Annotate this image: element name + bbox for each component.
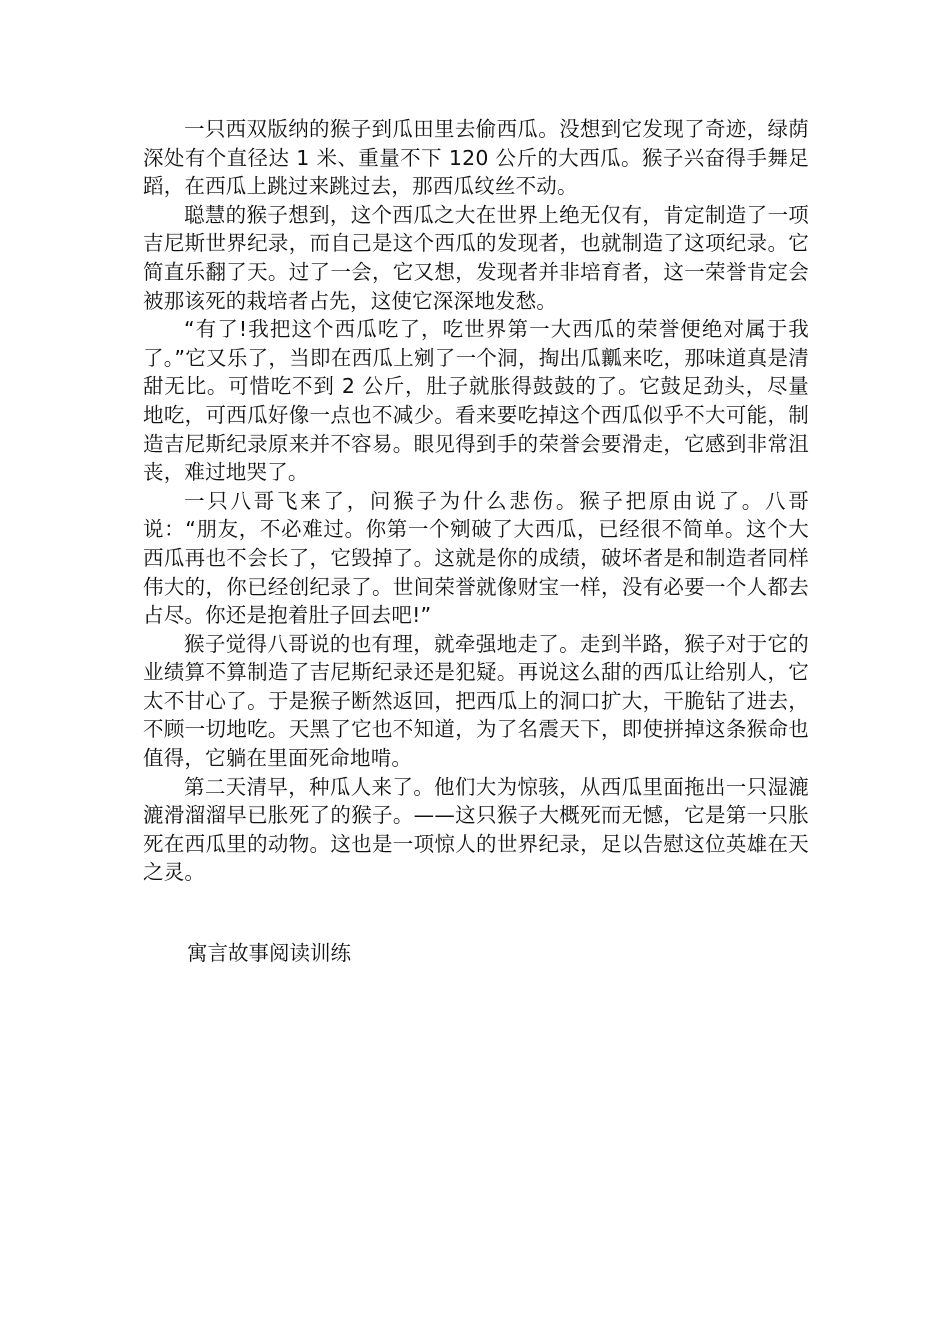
paragraph-6: 第二天清早，种瓜人来了。他们大为惊骇，从西瓜里面拖出一只湿漉漉滑溜溜早已胀死了的猴子。——这只猴子大概死而无憾，它是第一只胀死在西瓜里的动物。这也是一项惊人的世界纪录，足以告慰这位英雄在天之灵。: [143, 774, 809, 885]
section-title: 寓言故事阅读训练: [187, 941, 351, 965]
paragraph-1: 一只西双版纳的猴子到瓜田里去偷西瓜。没想到它发现了奇迹，绿荫深处有个直径达 1 米、重量不下 120 公斤的大西瓜。猴子兴奋得手舞足蹈，在西瓜上跳过来跳过去，那西瓜纹丝不动。: [143, 117, 809, 199]
paragraph-4: 一只八哥飞来了，问猴子为什么悲伤。猴子把原由说了。八哥说：“朋友，不必难过。你第一个剜破了大西瓜，已经很不简单。这个大西瓜再也不会长了，它毁掉了。这就是你的成绩，破坏者是和制造者同样伟大的，你已经创纪录了。世间荣誉就像财宝一样，没有必要一个人都去占尽。你还是抱着肚子回去吧!”: [143, 488, 809, 628]
story-body: [143, 115, 809, 887]
paragraph-2: 聪慧的猴子想到，这个西瓜之大在世界上绝无仅有，肯定制造了一项吉尼斯世界纪录，而自己是这个西瓜的发现者，也就制造了这项纪录。它简直乐翻了天。过了一会，它又想，发现者并非培育者，这一荣誉肯定会被那该死的栽培者占先，这使它深深地发愁。: [143, 202, 809, 313]
paragraph-5: 猴子觉得八哥说的也有理，就牵强地走了。走到半路，猴子对于它的业绩算不算制造了吉尼斯纪录还是犯疑。再说这么甜的西瓜让给别人，它太不甘心了。于是猴子断然返回，把西瓜上的洞口扩大，干脆钻了进去，不顾一切地吃。天黑了它也不知道，为了名震天下，即使拼掉这条猴命也值得，它躺在里面死命地啃。: [143, 631, 809, 771]
paragraph-3: “有了!我把这个西瓜吃了，吃世界第一大西瓜的荣誉便绝对属于我了。”它又乐了，当即在西瓜上剜了一个洞，掏出瓜瓤来吃，那味道真是清甜无比。可惜吃不到 2 公斤，肚子就胀得鼓鼓的了。它鼓足劲头，尽量地吃，可西瓜好像一点也不减少。看来要吃掉这个西瓜似乎不大可能，制造吉尼斯纪录原来并不容易。眼见得到手的荣誉会要滑走，它感到非常沮丧，难过地哭了。: [143, 317, 809, 485]
